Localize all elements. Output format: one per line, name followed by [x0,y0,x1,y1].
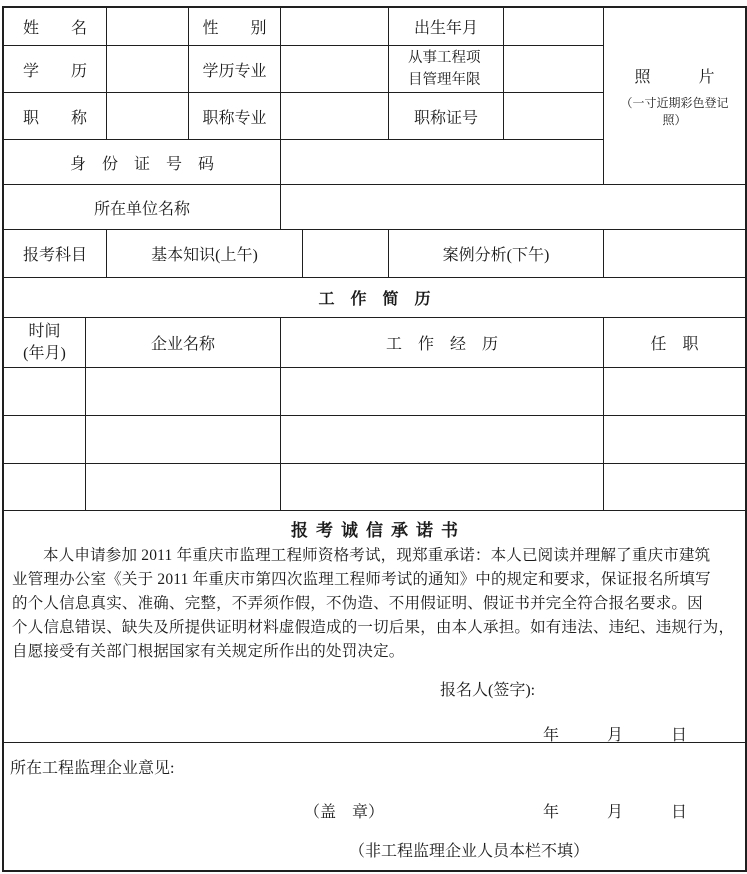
pledge-line-1: 本人申请参加 2011 年重庆市监理工程师资格考试，现郑重承诺：本人已阅读并理解了重庆市建筑 [43,547,711,564]
time-column-header-line2: (年月) [23,344,66,362]
work-row3-experience-field[interactable] [281,464,604,511]
photo-note: （一寸近期彩色登记照） [620,95,729,127]
work-history-section-title: 工 作 简 历 [4,278,745,318]
work-row2-company-field[interactable] [86,416,281,464]
name-field[interactable] [107,8,189,46]
work-row3-company-field[interactable] [86,464,281,511]
registration-form-table [2,6,747,872]
pledge-section [4,511,745,743]
gender-label: 性 别 [189,8,281,46]
subject-am-label: 基本知识(上午) [107,230,303,278]
signer-label[interactable]: 报名人(签字): [440,682,536,699]
birth-date-label: 出生年月 [389,8,504,46]
prof-title-label: 职 称 [4,93,107,140]
pledge-line-2: 业管理办公室《关于 2011 年重庆市第四次监理工程师考试的通知》中的规定和要求，保证报名所填写 [12,571,711,588]
exam-subjects-label: 报考科目 [4,230,107,278]
id-number-label: 身 份 证 号 码 [4,140,281,185]
subject-am-field[interactable] [303,230,389,278]
time-column-header [4,318,86,368]
work-row1-position-field[interactable] [604,368,745,416]
name-label: 姓 名 [4,8,107,46]
pledge-line-4: 个人信息错误、缺失及所提供证明材料虚假造成的一切后果，由本人承担。如有违法、违纪、违规行为， [12,619,735,636]
work-row2-experience-field[interactable] [281,416,604,464]
pledge-title: 报考诚信承诺书 [291,521,466,540]
years-field[interactable] [504,46,604,93]
prof-title-field[interactable] [107,93,189,140]
id-number-field[interactable] [281,140,604,185]
photo-title: 照 片 [634,68,715,86]
edu-major-label: 学历专业 [189,46,281,93]
photo-cell [604,8,745,185]
gender-field[interactable] [281,8,389,46]
years-label [389,46,504,93]
opinion-date-line[interactable]: 年 月 日 [542,804,687,821]
employer-opinion-label: 所在工程监理企业意见: [10,760,175,777]
work-row3-time-field[interactable] [4,464,86,511]
title-major-label: 职称专业 [189,93,281,140]
experience-column-header: 工 作 经 历 [281,318,604,368]
title-cert-label: 职称证号 [389,93,504,140]
edu-major-field[interactable] [281,46,389,93]
work-row2-position-field[interactable] [604,416,745,464]
pledge-line-5: 自愿接受有关部门根据国家有关规定所作出的处罚决定。 [12,643,405,660]
employer-opinion-section [4,743,745,870]
pledge-line-3: 的个人信息真实、准确、完整，不弄须作假，不伪造、不用假证明、假证书并完全符合报名要求。因 [12,595,703,612]
work-row1-experience-field[interactable] [281,368,604,416]
years-label-text: 从事工程项目管理年限 [408,50,481,88]
work-row1-company-field[interactable] [86,368,281,416]
work-row2-time-field[interactable] [4,416,86,464]
employer-name-field[interactable] [281,185,745,230]
subject-pm-label: 案例分析(下午) [389,230,604,278]
time-column-header-line1: 时间 [28,322,61,340]
seal-label[interactable]: （盖 章） [304,804,385,821]
education-label: 学 历 [4,46,107,93]
birth-date-field[interactable] [504,8,604,46]
opinion-note: （非工程监理企业人员本栏不填） [349,843,590,860]
work-row3-position-field[interactable] [604,464,745,511]
employer-name-label: 所在单位名称 [4,185,281,230]
subject-pm-field[interactable] [604,230,745,278]
work-row1-time-field[interactable] [4,368,86,416]
pledge-paragraph [12,544,737,664]
title-cert-field[interactable] [504,93,604,140]
company-column-header: 企业名称 [86,318,281,368]
position-column-header: 任 职 [604,318,745,368]
education-field[interactable] [107,46,189,93]
pledge-date-line[interactable]: 年 月 日 [542,727,687,743]
title-major-field[interactable] [281,93,389,140]
